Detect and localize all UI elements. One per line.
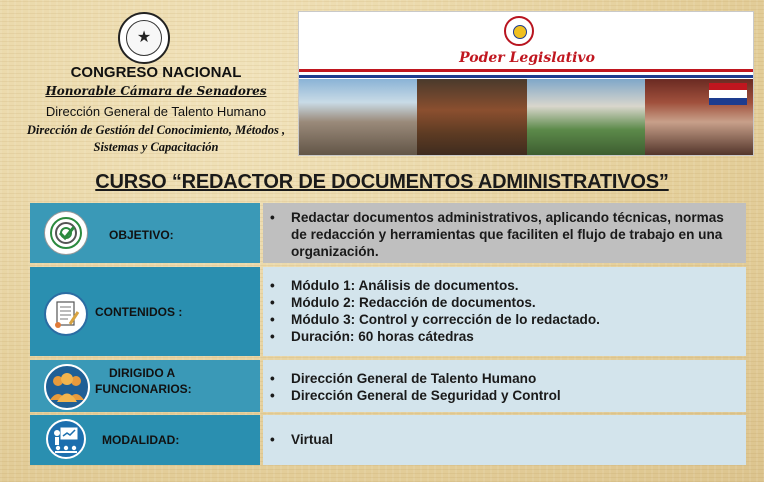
module-3-item: • Módulo 3: Control y corrección de lo redactado. — [263, 311, 746, 328]
building-photo — [299, 79, 417, 156]
contents-label: CONTENIDOS : — [95, 305, 183, 319]
duration-item: • Duración: 60 horas cátedras — [263, 328, 746, 345]
audience-item-talento: • Dirección General de Talento Humano — [263, 370, 746, 387]
sub-department-name — [0, 122, 312, 156]
contents-content-cell — [263, 267, 746, 356]
paraguay-emblem-icon — [504, 16, 534, 46]
objective-label: OBJETIVO: — [109, 228, 174, 242]
banner-title: Poder Legislativo — [459, 50, 595, 66]
congress-exterior-photo — [527, 79, 645, 156]
sub-department-line1: Dirección de Gestión del Conocimiento, Métodos , — [26, 123, 286, 137]
org-name: CONGRESO NACIONAL — [70, 64, 242, 81]
modality-item-virtual: • Virtual — [263, 431, 746, 448]
objective-text: • Redactar documentos administrativos, aplicando técnicas, normas de redacción y herramientas que faciliten el flujo de trabajo en una organización. — [263, 209, 746, 260]
audience-content-cell — [263, 360, 746, 412]
modality-label-cell — [30, 415, 260, 465]
objective-label-cell — [30, 203, 260, 263]
paraguay-flag-icon — [709, 83, 747, 105]
sub-department-line2: Sistemas y Capacitación — [93, 140, 219, 154]
modality-label: MODALIDAD: — [102, 433, 180, 447]
audience-row — [30, 360, 746, 412]
poder-legislativo-banner — [298, 11, 754, 156]
audience-label-line1: DIRIGIDO A — [109, 366, 176, 380]
contents-label-cell — [30, 267, 260, 356]
chamber-session-photo — [417, 79, 527, 156]
contents-row — [30, 267, 746, 356]
module-2-item: • Módulo 2: Redacción de documentos. — [263, 294, 746, 311]
audience-label-line2: FUNCIONARIOS: — [95, 382, 192, 396]
target-icon — [44, 211, 88, 255]
flag-band-red — [709, 83, 747, 90]
modality-content-cell — [263, 415, 746, 465]
banner-stripe-blue — [299, 75, 754, 78]
module-1-item: • Módulo 1: Análisis de documentos. — [263, 277, 746, 294]
checklist-icon — [44, 292, 88, 336]
flag-band-white — [709, 90, 747, 97]
senate-seal-icon: ★ — [118, 12, 170, 64]
modality-row — [30, 415, 746, 465]
people-icon — [44, 364, 90, 410]
objective-content-cell — [263, 203, 746, 263]
chamber-name: Honorable Cámara de Senadores — [45, 84, 267, 98]
audience-label-cell — [30, 360, 260, 412]
course-title: CURSO “REDACTOR DE DOCUMENTOS ADMINISTRATIVOS” — [95, 171, 669, 193]
presentation-icon — [46, 419, 86, 459]
department-name: Dirección General de Talento Humano — [45, 104, 267, 119]
flag-band-blue — [709, 98, 747, 105]
audience-item-seguridad: • Dirección General de Seguridad y Control — [263, 387, 746, 404]
objective-row — [30, 203, 746, 263]
